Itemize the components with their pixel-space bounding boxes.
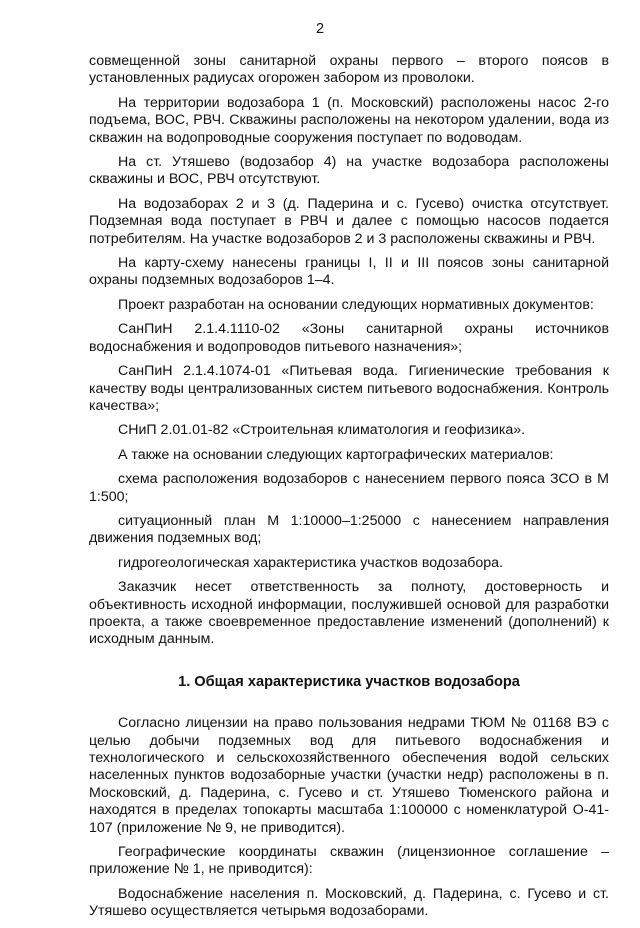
paragraph-map-scheme: На карту-схему нанесены границы I, II и III поясов зоны санитарной охраны подземных водозаборов 1–4. [89, 255, 609, 289]
paragraph-sanitary-zone-fence: совмещенной зоны санитарной охраны первого – второго поясов в установленных радиусах огорожен забором из проволоки. [89, 53, 609, 87]
paragraph-cartographic-intro: А также на основании следующих картографических материалов: [118, 446, 554, 463]
paragraph-situational-plan: ситуационный план М 1:10000–1:25000 с нанесением направления движения подземных вод; [89, 512, 609, 547]
page-number: 2 [315, 21, 325, 37]
document-body [89, 53, 609, 928]
paragraph-normative-intro: Проект разработан на основании следующих нормативных документов: [118, 296, 594, 313]
paragraph-coordinates: Географические координаты скважин (лицензионное соглашение – приложение № 1, не приводится): [89, 844, 609, 878]
paragraph-sanpin-1110: СанПиН 2.1.4.1110-02 «Зоны санитарной охраны источников водоснабжения и водопроводов питьевого назначения»; [89, 321, 609, 355]
paragraph-license: Согласно лицензии на право пользования недрами ТЮМ № 01168 ВЭ с целью добычи подземных вод для питьевого водоснабжения и технологического и сельскохозяйственного обеспечения водой сельских населенных пунктов водозаборные участки (участки недр) расположены в п. Московский, д. Падерина, с. Гусево и ст. Утяшево Тюменского района и находятся в пределах топокарты масштаба 1:100000 с номенклатурой О-41-107 (приложение № 9, не приводится). [89, 715, 609, 836]
paragraph-sanpin-1074: СанПиН 2.1.4.1074-01 «Питьевая вода. Гигиенические требования к качеству воды централизованных систем питьевого водоснабжения. Контроль качества»; [89, 363, 609, 414]
paragraph-water-supply: Водоснабжение населения п. Московский, д. Падерина, с. Гусево и ст. Утяшево осуществляется четырьмя водозаборами. [89, 885, 609, 920]
paragraph-intakes-2-3: На водозаборах 2 и 3 (д. Падерина и с. Гусево) очистка отсутствует. Подземная вода поступает в РВЧ и далее с помощью насосов подается потребителям. На участке водозаборов 2 и 3 расположены скважины и РВЧ. [89, 195, 609, 247]
section-heading: 1. Общая характеристика участков водозабора [178, 673, 520, 690]
paragraph-intake-scheme: схема расположения водозаборов с нанесением первого пояса ЗСО в М 1:500; [89, 471, 609, 505]
paragraph-snip: СНиП 2.01.01-82 «Строительная климатология и геофизика». [118, 422, 526, 439]
paragraph-customer-responsibility: Заказчик несет ответственность за полноту, достоверность и объективность исходной информации, послужившей основой для разработки проекта, а также своевременное предоставление изменений (дополнений) к исходным данным. [89, 579, 609, 648]
paragraph-intake-1: На территории водозабора 1 (п. Московский) расположены насос 2-го подъема, ВОС, РВЧ. Скважины расположены на некотором удалении, вода из скважин на водопроводные сооружения поступает по водоводам. [89, 94, 609, 146]
paragraph-utyashevo: На ст. Утяшево (водозабор 4) на участке водозабора расположены скважины и ВОС, РВЧ отсутствуют. [89, 154, 609, 188]
paragraph-hydrogeology: гидрогеологическая характеристика участков водозабора. [118, 554, 504, 571]
